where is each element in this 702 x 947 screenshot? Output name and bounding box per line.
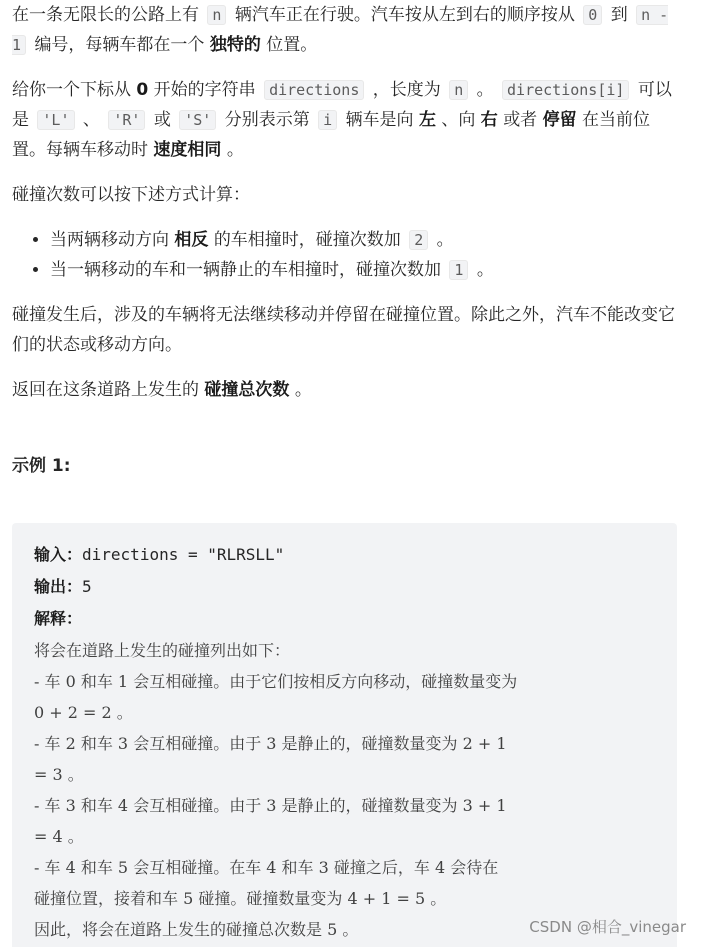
inline-code: i: [318, 110, 337, 130]
text: 。: [226, 140, 244, 160]
example-block: [12, 523, 677, 947]
output-label: 输出：: [34, 577, 83, 596]
bold-text: 速度相同: [153, 140, 222, 160]
return-paragraph: [12, 375, 682, 405]
explanation-line: 将会在道路上发生的碰撞列出如下：: [34, 641, 291, 660]
bold-text: 碰撞总次数: [204, 380, 290, 400]
example-explanation-label: [34, 603, 664, 635]
inline-code: 0: [583, 5, 602, 25]
example-output: [34, 571, 664, 603]
text: 开始的字符串: [153, 80, 256, 100]
example-title: 示例 1:: [12, 456, 71, 476]
problem-description: [12, 0, 682, 495]
input-label: 输入：: [34, 545, 83, 564]
inline-code: directions: [264, 80, 364, 100]
explanation-line: - 车 0 和车 1 会互相碰撞。由于它们按相反方向移动，碰撞数量变为: [34, 672, 518, 691]
text: 或: [153, 110, 171, 130]
inline-code: n: [449, 80, 468, 100]
text: ，长度为: [372, 80, 441, 100]
explanation-line: 因此，将会在道路上发生的碰撞总次数是 5 。: [34, 920, 359, 939]
text: 编号，每辆车都在一个: [34, 35, 205, 55]
text: 。: [476, 260, 494, 280]
inline-code: 'R': [108, 110, 145, 130]
collision-rule-intro: 碰撞次数可以按下述方式计算：: [12, 185, 250, 205]
list-item: [50, 225, 682, 255]
text: 分别表示第: [224, 110, 310, 130]
explanation-line: - 车 4 和车 5 会互相碰撞。在车 4 和车 3 碰撞之后，车 4 会待在: [34, 858, 499, 877]
explanation-line: 碰撞位置，接着和车 5 碰撞。碰撞数量变为 4 + 1 = 5 。: [34, 889, 447, 908]
after-collision-paragraph: 碰撞发生后，涉及的车辆将无法继续移动并停留在碰撞位置。除此之外，汽车不能改变它们的状态或移动方向。: [12, 305, 675, 355]
text: 给你一个下标从: [12, 80, 131, 100]
explanation-line: = 4 。: [34, 827, 84, 846]
explanation-line: - 车 2 和车 3 会互相碰撞。由于 3 是静止的，碰撞数量变为 2 + 1: [34, 734, 507, 753]
csdn-watermark: CSDN @相合_vinegar: [529, 918, 686, 936]
inline-code: directions[i]: [502, 80, 629, 100]
inline-code: 'L': [37, 110, 74, 130]
text: 当两辆移动方向: [50, 230, 169, 250]
example-input: [34, 539, 664, 571]
text: 在一条无限长的公路上有: [12, 5, 199, 25]
text: 的车相撞时，碰撞次数加: [213, 230, 401, 250]
text: 或者: [503, 110, 538, 130]
bold-text: 相反: [174, 230, 209, 250]
text: 可以是: [12, 80, 672, 130]
text: 到: [610, 5, 628, 25]
explanation-line: 0 + 2 = 2 。: [34, 703, 133, 722]
collision-rules-list: [12, 225, 682, 285]
inline-code: 2: [409, 230, 428, 250]
text: 辆汽车正在行驶。汽车按从左到右的顺序按从: [234, 5, 575, 25]
text: 、向: [441, 110, 476, 130]
explanation-line: = 3 。: [34, 765, 84, 784]
bold-text: 右: [480, 110, 498, 130]
output-value: 5: [82, 577, 92, 596]
inline-code: 'S': [179, 110, 216, 130]
inline-code: n: [207, 5, 226, 25]
text: 。: [294, 380, 312, 400]
text: 。: [436, 230, 454, 250]
text: 当一辆移动的车和一辆静止的车相撞时，碰撞次数加: [50, 260, 441, 280]
directions-paragraph: [12, 75, 682, 165]
bold-text: 左: [418, 110, 436, 130]
text: 。: [476, 80, 494, 100]
input-value: directions = "RLRSLL": [82, 545, 285, 564]
inline-code: 1: [449, 260, 468, 280]
bold-text: 0: [136, 80, 149, 100]
text: 返回在这条道路上发生的: [12, 380, 199, 400]
text: 辆车是向: [345, 110, 414, 130]
intro-paragraph: [12, 0, 682, 60]
bold-text: 停留: [542, 110, 577, 130]
list-item: [50, 255, 682, 285]
explain-label: 解释：: [34, 609, 83, 628]
text: 位置。: [266, 35, 318, 55]
explanation-line: - 车 3 和车 4 会互相碰撞。由于 3 是静止的，碰撞数量变为 3 + 1: [34, 796, 507, 815]
text: 、: [82, 110, 100, 130]
text: 在当前位置。每辆车移动时: [12, 110, 650, 160]
bold-text: 独特的: [209, 35, 261, 55]
inline-code: n - 1: [12, 6, 669, 54]
